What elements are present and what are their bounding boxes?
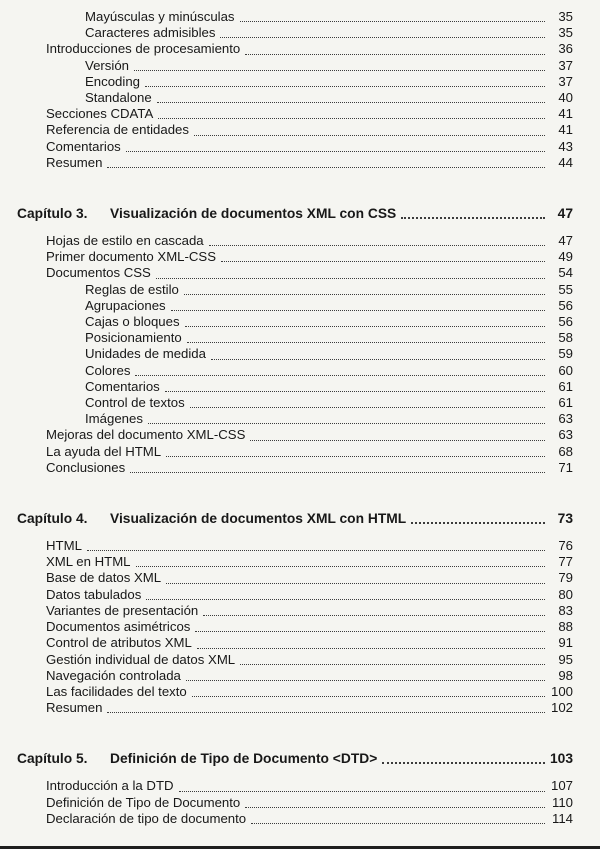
toc-entry-label: Conclusiones bbox=[46, 459, 126, 475]
leader-dots bbox=[221, 261, 545, 262]
toc-entry-label: Documentos asimétricos bbox=[46, 619, 191, 635]
toc-entry bbox=[0, 139, 573, 155]
toc-entry-page-number: 49 bbox=[558, 249, 573, 265]
toc-entry bbox=[0, 570, 573, 586]
toc-entry-page-number: 61 bbox=[558, 378, 573, 394]
toc-entry-label: Definición de Tipo de Documento bbox=[46, 794, 241, 810]
leader-dots bbox=[146, 599, 545, 600]
toc-entry-page-number: 95 bbox=[558, 651, 573, 667]
leader-dots bbox=[165, 391, 545, 392]
chapter-page-number: 103 bbox=[549, 751, 573, 767]
toc-entry bbox=[0, 25, 573, 41]
leader-dots bbox=[195, 631, 545, 632]
toc-entry-page-number: 35 bbox=[558, 9, 573, 24]
toc-entry bbox=[0, 282, 573, 298]
toc-entry-label: XML en HTML bbox=[46, 554, 131, 570]
toc-entry-page-number: 40 bbox=[558, 90, 573, 106]
leader-dots bbox=[194, 135, 545, 136]
toc-entry-page-number: 55 bbox=[558, 281, 573, 297]
toc-entry-page-number: 107 bbox=[550, 778, 573, 794]
leader-dots bbox=[250, 440, 545, 441]
toc-entry-label: Colores bbox=[85, 362, 131, 378]
toc-entry-label: Reglas de estilo bbox=[85, 281, 179, 297]
toc-entry bbox=[0, 395, 573, 411]
toc-entry bbox=[0, 444, 573, 460]
toc-entry bbox=[0, 554, 573, 570]
toc-entry-label: Imágenes bbox=[85, 411, 143, 427]
toc-entry bbox=[0, 652, 573, 668]
toc-entry-page-number: 47 bbox=[558, 233, 573, 249]
leader-dots bbox=[187, 342, 545, 343]
toc-entry-label: Caracteres admisibles bbox=[85, 25, 216, 41]
leader-dots bbox=[245, 807, 545, 808]
toc-entry bbox=[0, 811, 573, 827]
toc-entry-label: Secciones CDATA bbox=[46, 106, 154, 122]
toc-entry-page-number: 100 bbox=[550, 683, 573, 699]
leader-dots bbox=[166, 456, 545, 457]
leader-dots bbox=[197, 648, 545, 649]
chapter-page-number: 73 bbox=[557, 511, 573, 527]
leader-dots bbox=[107, 167, 545, 168]
toc-entry-label: Declaración de tipo de documento bbox=[46, 810, 247, 826]
chapter-heading bbox=[0, 205, 573, 222]
toc-entry bbox=[0, 619, 573, 635]
toc-entry-label: Referencia de entidades bbox=[46, 122, 189, 138]
toc-entry bbox=[0, 363, 573, 379]
toc-entry bbox=[0, 233, 573, 249]
leader-dots bbox=[192, 696, 545, 697]
toc-entry-label: Encoding bbox=[85, 73, 140, 89]
leader-dots bbox=[211, 359, 545, 360]
toc-entry-page-number: 79 bbox=[558, 570, 573, 586]
toc-entry-label: Datos tabulados bbox=[46, 586, 142, 602]
toc-entry-label: Cajas o bloques bbox=[85, 314, 180, 330]
toc-entry bbox=[0, 265, 573, 281]
toc-entry bbox=[0, 155, 573, 171]
toc-entry-label: Base de datos XML bbox=[46, 570, 162, 586]
leader-dots bbox=[382, 762, 545, 764]
toc-entry bbox=[0, 684, 573, 700]
toc-entry-page-number: 68 bbox=[558, 443, 573, 459]
leader-dots bbox=[179, 791, 545, 792]
leader-dots bbox=[171, 310, 545, 311]
leader-dots bbox=[401, 217, 545, 219]
leader-dots bbox=[209, 245, 545, 246]
toc-entry-label: Control de atributos XML bbox=[46, 635, 192, 651]
leader-dots bbox=[107, 712, 545, 713]
leader-dots bbox=[130, 472, 545, 473]
toc-entry-page-number: 110 bbox=[551, 794, 573, 810]
toc-entry-page-number: 98 bbox=[558, 667, 573, 683]
toc-section bbox=[0, 750, 573, 827]
toc-entry-page-number: 54 bbox=[558, 265, 573, 281]
chapter-heading bbox=[0, 750, 573, 767]
toc-entry-label: Comentarios bbox=[46, 138, 121, 154]
leader-dots bbox=[145, 86, 545, 87]
toc-entry-label: Las facilidades del texto bbox=[46, 683, 187, 699]
leader-dots bbox=[157, 102, 545, 103]
chapter-label: Capítulo 5. bbox=[17, 751, 88, 767]
leader-dots bbox=[240, 21, 545, 22]
toc-entry bbox=[0, 411, 573, 427]
toc-entry-page-number: 80 bbox=[558, 586, 573, 602]
toc-entry-page-number: 63 bbox=[558, 427, 573, 443]
toc-entry-page-number: 60 bbox=[558, 362, 573, 378]
toc-entry-page-number: 59 bbox=[558, 346, 573, 362]
chapter-heading bbox=[0, 510, 573, 527]
toc-entry-page-number: 83 bbox=[558, 602, 573, 618]
chapter-title: Visualización de documentos XML con HTML bbox=[110, 511, 407, 527]
toc-entry bbox=[0, 314, 573, 330]
toc-entry bbox=[0, 603, 573, 619]
toc-entry bbox=[0, 700, 573, 716]
toc-entry bbox=[0, 668, 573, 684]
toc-entry bbox=[0, 778, 573, 794]
leader-dots bbox=[166, 583, 545, 584]
leader-dots bbox=[411, 522, 545, 524]
toc-entry-page-number: 61 bbox=[558, 395, 573, 411]
toc-entry-label: Mejoras del documento XML-CSS bbox=[46, 427, 246, 443]
toc-entry bbox=[0, 635, 573, 651]
leader-dots bbox=[203, 615, 545, 616]
leader-dots bbox=[156, 278, 545, 279]
toc-entry-label: Navegación controlada bbox=[46, 667, 181, 683]
leader-dots bbox=[186, 680, 545, 681]
toc-entry bbox=[0, 90, 573, 106]
leader-dots bbox=[148, 423, 545, 424]
toc-entry-page-number: 76 bbox=[558, 538, 573, 554]
toc-entry-page-number: 91 bbox=[558, 635, 573, 651]
toc-entry-label: Introducciones de procesamiento bbox=[46, 41, 241, 57]
chapter-label: Capítulo 4. bbox=[17, 511, 88, 527]
leader-dots bbox=[134, 70, 545, 71]
toc-entry-page-number: 77 bbox=[558, 554, 573, 570]
toc-entry-label: Resumen bbox=[46, 154, 103, 170]
toc-entry-label: Variantes de presentación bbox=[46, 602, 199, 618]
toc-entry bbox=[0, 122, 573, 138]
toc-entry bbox=[0, 9, 573, 25]
toc-section bbox=[0, 205, 573, 476]
toc-entry-label: HTML bbox=[46, 538, 82, 554]
toc-entry-page-number: 43 bbox=[558, 138, 573, 154]
toc-entry-label: Primer documento XML-CSS bbox=[46, 249, 217, 265]
toc-entry-label: Introducción a la DTD bbox=[46, 778, 174, 794]
toc-entry-label: Mayúsculas y minúsculas bbox=[85, 9, 235, 24]
toc-entry-label: Resumen bbox=[46, 700, 103, 716]
leader-dots bbox=[185, 326, 545, 327]
toc-entry bbox=[0, 58, 573, 74]
toc-entry bbox=[0, 249, 573, 265]
leader-dots bbox=[158, 118, 545, 119]
toc-entry-page-number: 35 bbox=[558, 25, 573, 41]
chapter-page-number: 47 bbox=[557, 206, 573, 222]
toc-entry bbox=[0, 427, 573, 443]
toc-entry-label: Standalone bbox=[85, 90, 152, 106]
leader-dots bbox=[184, 294, 545, 295]
toc-entry bbox=[0, 41, 573, 57]
toc-entry-page-number: 88 bbox=[558, 619, 573, 635]
toc-entry bbox=[0, 587, 573, 603]
toc-entry-page-number: 41 bbox=[558, 106, 573, 122]
leader-dots bbox=[220, 37, 545, 38]
toc-entry-label: Comentarios bbox=[85, 378, 160, 394]
toc-entry-page-number: 102 bbox=[550, 700, 573, 716]
leader-dots bbox=[87, 550, 545, 551]
toc-entry-page-number: 36 bbox=[558, 41, 573, 57]
toc-section bbox=[0, 9, 573, 171]
toc-entry-label: Agrupaciones bbox=[85, 297, 166, 313]
toc-entry-label: Documentos CSS bbox=[46, 265, 151, 281]
leader-dots bbox=[126, 151, 545, 152]
chapter-title: Definición de Tipo de Documento <DTD> bbox=[110, 751, 378, 767]
toc-entry-label: Unidades de medida bbox=[85, 346, 206, 362]
toc-entry-page-number: 58 bbox=[558, 330, 573, 346]
toc-entry bbox=[0, 298, 573, 314]
toc-entry bbox=[0, 460, 573, 476]
toc-entry-page-number: 114 bbox=[551, 810, 573, 826]
leader-dots bbox=[251, 823, 545, 824]
toc-entry bbox=[0, 538, 573, 554]
toc-entry-page-number: 56 bbox=[558, 297, 573, 313]
chapter-label: Capítulo 3. bbox=[17, 206, 88, 222]
toc-entry-label: Hojas de estilo en cascada bbox=[46, 233, 204, 249]
toc-entry bbox=[0, 106, 573, 122]
chapter-title: Visualización de documentos XML con CSS bbox=[110, 206, 397, 222]
toc-entry-page-number: 41 bbox=[558, 122, 573, 138]
toc-entry-label: Versión bbox=[85, 57, 129, 73]
toc-section bbox=[0, 510, 573, 716]
toc-entry bbox=[0, 795, 573, 811]
toc-entry bbox=[0, 74, 573, 90]
toc-entry-label: La ayuda del HTML bbox=[46, 443, 162, 459]
toc-entry-page-number: 63 bbox=[558, 411, 573, 427]
toc-entry-label: Gestión individual de datos XML bbox=[46, 651, 236, 667]
toc-entry-page-number: 56 bbox=[558, 314, 573, 330]
toc-entry-page-number: 71 bbox=[558, 459, 573, 475]
toc-entry-page-number: 37 bbox=[558, 73, 573, 89]
leader-dots bbox=[190, 407, 545, 408]
toc-entry-page-number: 44 bbox=[558, 154, 573, 170]
leader-dots bbox=[135, 375, 545, 376]
leader-dots bbox=[136, 566, 545, 567]
leader-dots bbox=[245, 54, 545, 55]
toc-entry bbox=[0, 379, 573, 395]
toc-entry-label: Control de textos bbox=[85, 395, 185, 411]
toc-entry bbox=[0, 330, 573, 346]
leader-dots bbox=[240, 664, 545, 665]
toc-entry-page-number: 37 bbox=[558, 57, 573, 73]
toc-entry-label: Posicionamiento bbox=[85, 330, 182, 346]
toc-entry bbox=[0, 346, 573, 362]
